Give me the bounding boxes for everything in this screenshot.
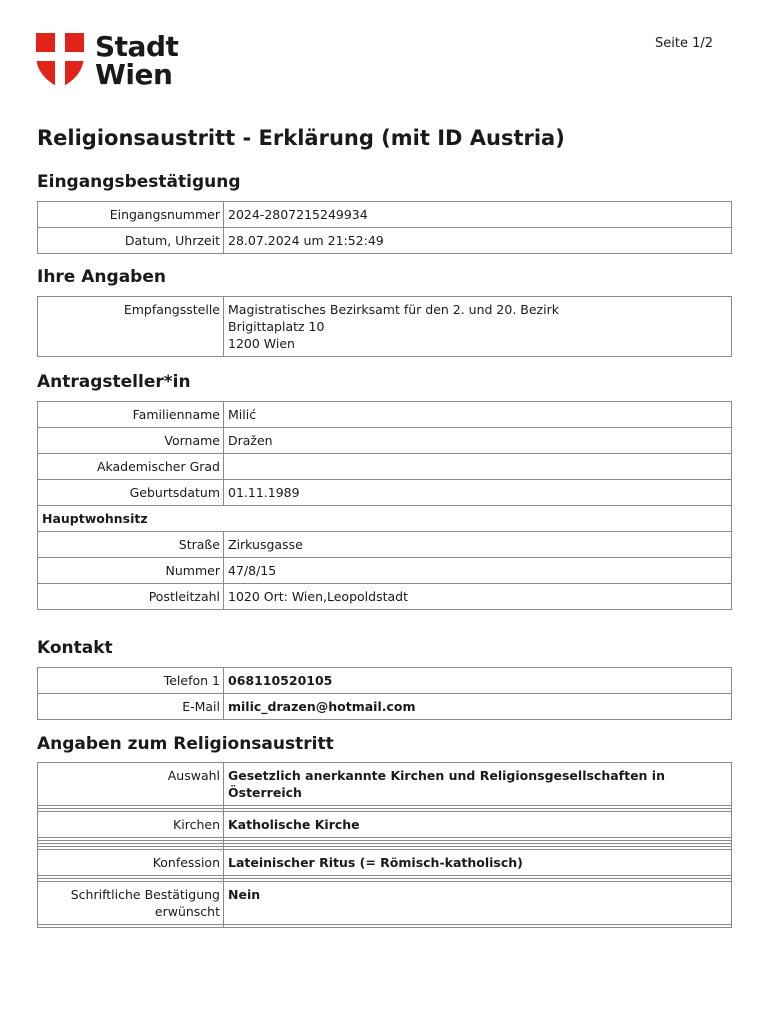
table-row bbox=[38, 228, 732, 254]
section-heading-angaben: Ihre Angaben bbox=[37, 267, 166, 287]
kontakt-table bbox=[37, 667, 732, 720]
empfangsstelle-label: Empfangsstelle bbox=[38, 297, 224, 357]
postleitzahl-label: Postleitzahl bbox=[38, 584, 224, 610]
bestaetigung-value: Nein bbox=[224, 882, 732, 925]
konfession-label: Konfession bbox=[38, 850, 224, 876]
page-indicator: Seite 1/2 bbox=[654, 36, 713, 51]
grad-value bbox=[224, 454, 732, 480]
bestaetigung-label-line: Schriftliche Bestätigung bbox=[70, 887, 220, 902]
strasse-value: Zirkusgasse bbox=[224, 532, 732, 558]
table-row bbox=[38, 558, 732, 584]
vorname-value: Dražen bbox=[224, 428, 732, 454]
vorname-label: Vorname bbox=[38, 428, 224, 454]
bestaetigung-label-line: erwünscht bbox=[154, 904, 220, 919]
hausnummer-label: Nummer bbox=[38, 558, 224, 584]
section-heading-religion: Angaben zum Religionsaustritt bbox=[37, 734, 334, 754]
table-row bbox=[38, 454, 732, 480]
table-row bbox=[38, 850, 732, 876]
familienname-label: Familienname bbox=[38, 402, 224, 428]
empfangsstelle-line: Magistratisches Bezirksamt für den 2. und 20. Bezirk bbox=[228, 302, 559, 317]
logo-line-wien: Wien bbox=[95, 58, 173, 91]
table-row bbox=[38, 584, 732, 610]
table-row bbox=[38, 428, 732, 454]
familienname-value: Milić bbox=[224, 402, 732, 428]
geburtsdatum-label: Geburtsdatum bbox=[38, 480, 224, 506]
table-row bbox=[38, 668, 732, 694]
stadt-wien-logo bbox=[36, 30, 179, 91]
table-row bbox=[38, 297, 732, 357]
konfession-value: Lateinischer Ritus (= Römisch-katholisch) bbox=[224, 850, 732, 876]
logo-line-stadt: Stadt bbox=[95, 30, 179, 63]
grad-label: Akademischer Grad bbox=[38, 454, 224, 480]
empty-cell bbox=[38, 925, 224, 928]
section-heading-kontakt: Kontakt bbox=[37, 638, 113, 658]
kirchen-value: Katholische Kirche bbox=[224, 812, 732, 838]
email-label: E-Mail bbox=[38, 694, 224, 720]
antragsteller-table bbox=[37, 401, 732, 610]
hauptwohnsitz-subheading: Hauptwohnsitz bbox=[38, 506, 732, 532]
table-row bbox=[38, 202, 732, 228]
angaben-table bbox=[37, 296, 732, 357]
datum-label: Datum, Uhrzeit bbox=[38, 228, 224, 254]
table-row bbox=[38, 480, 732, 506]
geburtsdatum-value: 01.11.1989 bbox=[224, 480, 732, 506]
bestaetigung-label bbox=[38, 882, 224, 925]
kirchen-label: Kirchen bbox=[38, 812, 224, 838]
auswahl-value: Gesetzlich anerkannte Kirchen und Religionsgesellschaften in Österreich bbox=[224, 763, 732, 806]
email-value: milic_drazen@hotmail.com bbox=[224, 694, 732, 720]
table-row bbox=[38, 812, 732, 838]
hausnummer-value: 47/8/15 bbox=[224, 558, 732, 584]
table-row bbox=[38, 506, 732, 532]
empty-row bbox=[38, 925, 732, 928]
empfangsstelle-line: 1200 Wien bbox=[228, 336, 295, 351]
eingangsnummer-value: 2024-2807215249934 bbox=[224, 202, 732, 228]
postleitzahl-value: 1020 Ort: Wien,Leopoldstadt bbox=[224, 584, 732, 610]
table-row bbox=[38, 694, 732, 720]
auswahl-label: Auswahl bbox=[38, 763, 224, 806]
section-heading-antragsteller: Antragsteller*in bbox=[37, 372, 191, 392]
document-title: Religionsaustritt - Erklärung (mit ID Austria) bbox=[37, 126, 565, 150]
table-row bbox=[38, 402, 732, 428]
telefon-label: Telefon 1 bbox=[38, 668, 224, 694]
table-row bbox=[38, 532, 732, 558]
eingangsnummer-label: Eingangsnummer bbox=[38, 202, 224, 228]
section-heading-eingang: Eingangsbestätigung bbox=[37, 172, 241, 192]
table-row bbox=[38, 882, 732, 925]
empfangsstelle-value bbox=[224, 297, 732, 357]
empfangsstelle-line: Brigittaplatz 10 bbox=[228, 319, 325, 334]
datum-value: 28.07.2024 um 21:52:49 bbox=[224, 228, 732, 254]
logo-wordmark bbox=[95, 30, 179, 91]
telefon-value: 068110520105 bbox=[224, 668, 732, 694]
strasse-label: Straße bbox=[38, 532, 224, 558]
vienna-shield-icon bbox=[36, 33, 84, 88]
eingang-table bbox=[37, 201, 732, 254]
table-row bbox=[38, 763, 732, 806]
empty-cell bbox=[224, 925, 732, 928]
religion-table bbox=[37, 762, 732, 928]
